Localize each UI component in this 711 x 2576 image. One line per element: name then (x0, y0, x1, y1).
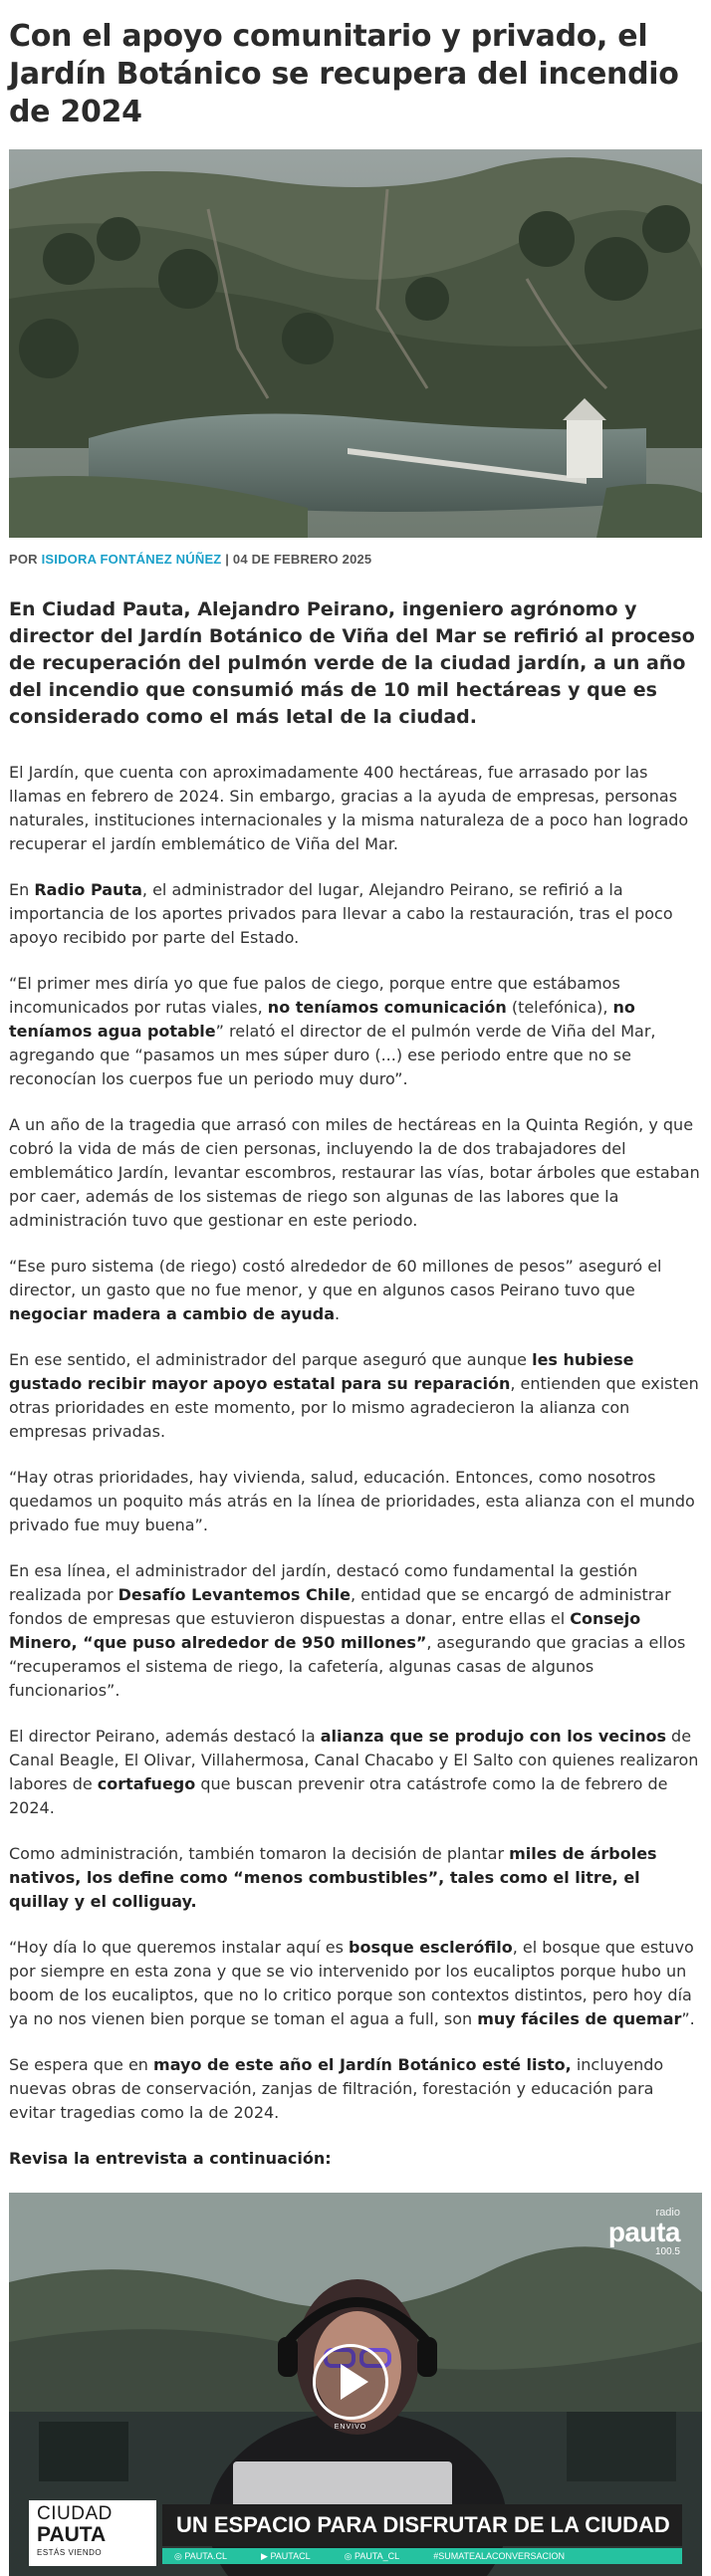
social-item: ▶ PAUTACL (261, 2551, 311, 2561)
text: ” relató el director de el pulmón verde de Viña del Mar, agregando que “pasamos un mes súper duro (...) ese periodo entre que no se reconocían los cuerpos fue un periodo muy duro”. (9, 1022, 656, 1088)
text: En ese sentido, el administrador del parque aseguró que aunque (9, 1350, 533, 1369)
radio-logo-frequency: 100.5 (654, 2246, 680, 2257)
text: “Hoy día lo que queremos instalar aquí es (9, 1938, 350, 1957)
garden-landscape-image (9, 149, 702, 538)
play-icon (341, 2364, 368, 2400)
bold-text: les hubiese gustado recibir mayor apoyo estatal para su reparación (9, 1350, 634, 1393)
text: En (9, 880, 35, 899)
paragraph-12 (9, 2053, 702, 2125)
text: , el bosque que estuvo por siempre en esta zona y que se vio intervenido por los eucaliptos porque hubo un boom de los eucaliptos, que no lo critico porque son contextos distintos, pero hoy día ya no nos vienen bien porque se toman el agua a full, son (9, 1938, 694, 2028)
paragraph-6 (9, 1348, 702, 1444)
paragraph-1: El Jardín, que cuenta con aproximadamente 400 hectáreas, fue arrasado por las llamas en febrero de 2024. Sin embargo, gracias a la ayuda de empresas, personas naturales, instituciones internacionales y la misma naturaleza de a poco han logrado recuperar el jardín emblemático de Viña del Mar. (9, 763, 689, 853)
bold-text: muy fáciles de quemar (477, 2009, 682, 2028)
paragraph-9 (9, 1725, 702, 1820)
ciudad-pauta-logo (29, 2500, 156, 2566)
text: Se espera que en (9, 2055, 154, 2074)
text: “Ese puro sistema (de riego) costó alrededor de 60 millones de pesos” aseguró el director, un gasto que no fue menor, y que en algunos casos Peirano tuvo que (9, 1257, 662, 1299)
paragraph-2 (9, 878, 702, 950)
text: . (335, 1304, 341, 1323)
social-item: ◎ PAUTA_CL (344, 2551, 400, 2561)
paragraph-13 (9, 2147, 702, 2171)
logo-line-1: CIUDAD (37, 2503, 113, 2524)
paragraph-4: A un año de la tragedia que arrasó con miles de hectáreas en la Quinta Región, y que cobró la vida de más de cien personas, incluyendo la de dos trabajadores del emblemático Jardín, levantar escombros, restaurar las vías, botar árboles que estaban por caer, además de los sistemas de riego son algunas de las labores que la administración tuvo que gestionar en este periodo. (9, 1115, 700, 1230)
bold-text: bosque esclerófilo (349, 1938, 513, 1957)
radio-pauta-logo (608, 2207, 680, 2257)
byline-separator: | (221, 552, 233, 567)
article-lead: En Ciudad Pauta, Alejandro Peirano, ingeniero agrónomo y director del Jardín Botánico de Viña del Mar se refirió al proceso de recuperación del pulmón verde de la ciudad jardín, a un año del incendio que consumió más de 10 mil hectáreas y que es considerado como el más letal de la ciudad. (9, 598, 695, 728)
text: que buscan prevenir otra catástrofe como la de febrero de 2024. (9, 1774, 668, 1817)
bold-text: Consejo Minero, “que puso alrededor de 950 millones” (9, 1609, 641, 1652)
text: ”. (681, 2009, 695, 2028)
bold-text: mayo de este año el Jardín Botánico esté listo, (153, 2055, 572, 2074)
byline-prefix: POR (9, 552, 42, 567)
paragraph-8 (9, 1559, 702, 1703)
bold-text: miles de árboles nativos, los define como “menos combustibles”, tales como el litre, el quillay y el colliguay. (9, 1844, 657, 1911)
hero-image (9, 149, 702, 538)
bold-text: negociar madera a cambio de ayuda (9, 1304, 336, 1323)
radio-logo-small: radio (655, 2207, 680, 2219)
paragraph-10 (9, 1842, 702, 1914)
text: incluyendo nuevas obras de conservación, zanjas de filtración, forestación y educación para evitar tragedias como la de 2024. (9, 2055, 664, 2122)
logo-line-2: PAUTA (37, 2523, 107, 2546)
bold-text: cortafuego (97, 1774, 196, 1793)
bold-text: no teníamos comunicación (267, 998, 507, 1017)
radio-logo-brand: pauta (607, 2217, 680, 2247)
text: , el administrador del lugar, Alejandro Peirano, se refirió a la importancia de los aportes privados para llevar a cabo la restauración, tras el poco apoyo recibido por parte del Estado. (9, 880, 673, 947)
bold-text: Radio Pauta (34, 880, 142, 899)
bold-text: Desafío Levantemos Chile (118, 1585, 351, 1604)
bold-text: alianza que se produjo con los vecinos (320, 1727, 666, 1746)
paragraph-5 (9, 1255, 702, 1326)
author-link[interactable]: ISIDORA FONTÁNEZ NÚÑEZ (41, 552, 222, 567)
banner-text: UN ESPACIO PARA DISFRUTAR DE LA CIUDAD (162, 2504, 682, 2546)
social-item: #SUMATEALACONVERSACION (433, 2551, 566, 2561)
article-title: Con el apoyo comunitario y privado, el Jardín Botánico se recupera del incendio de 2024 (9, 19, 679, 129)
publish-date: 04 DE FEBRERO 2025 (232, 552, 372, 567)
social-item: ◎ PAUTA.CL (174, 2551, 228, 2561)
text: “El primer mes diría yo que fue palos de ciego, porque entre que estábamos incomunicados por rutas viales, (9, 974, 620, 1017)
social-strip (162, 2548, 682, 2564)
video-player[interactable] (9, 2193, 702, 2576)
text: Como administración, también tomaron la decisión de plantar (9, 1844, 510, 1863)
live-label: ENVIVO (334, 2424, 367, 2431)
text: de Canal Beagle, El Olivar, Villahermosa, Canal Chacabo y El Salto con quienes realizaron labores de (9, 1727, 699, 1793)
paragraph-7: “Hay otras prioridades, hay vivienda, salud, educación. Entonces, como nosotros quedamos un poquito más atrás en la línea de prioridades, esta alianza con el mundo privado fue muy buena”. (9, 1468, 695, 1534)
play-button[interactable] (313, 2344, 388, 2420)
logo-line-3: ESTÁS VIENDO (37, 2548, 103, 2557)
bold-text: Revisa la entrevista a continuación: (9, 2149, 332, 2168)
text: , entidad que se encargó de administrar fondos de empresas que estuvieron dispuestas a donar, entre ellas el (9, 1585, 671, 1628)
lower-third-banner (29, 2500, 682, 2566)
text: , asegurando que gracias a ellos “recuperamos el sistema de riego, la cafetería, algunas casas de algunos funcionarios”. (9, 1633, 686, 1700)
paragraph-3 (9, 972, 702, 1091)
byline (9, 552, 702, 567)
text: El director Peirano, además destacó la (9, 1727, 321, 1746)
text: (telefónica), (506, 998, 613, 1017)
paragraph-11 (9, 1936, 702, 2031)
text: , entienden que existen otras prioridades en este momento, por lo mismo agradecieron la alianza con empresas privadas. (9, 1374, 699, 1441)
text: En esa línea, el administrador del jardín, destacó como fundamental la gestión realizada por (9, 1561, 638, 1604)
bold-text: no teníamos agua potable (9, 998, 635, 1041)
